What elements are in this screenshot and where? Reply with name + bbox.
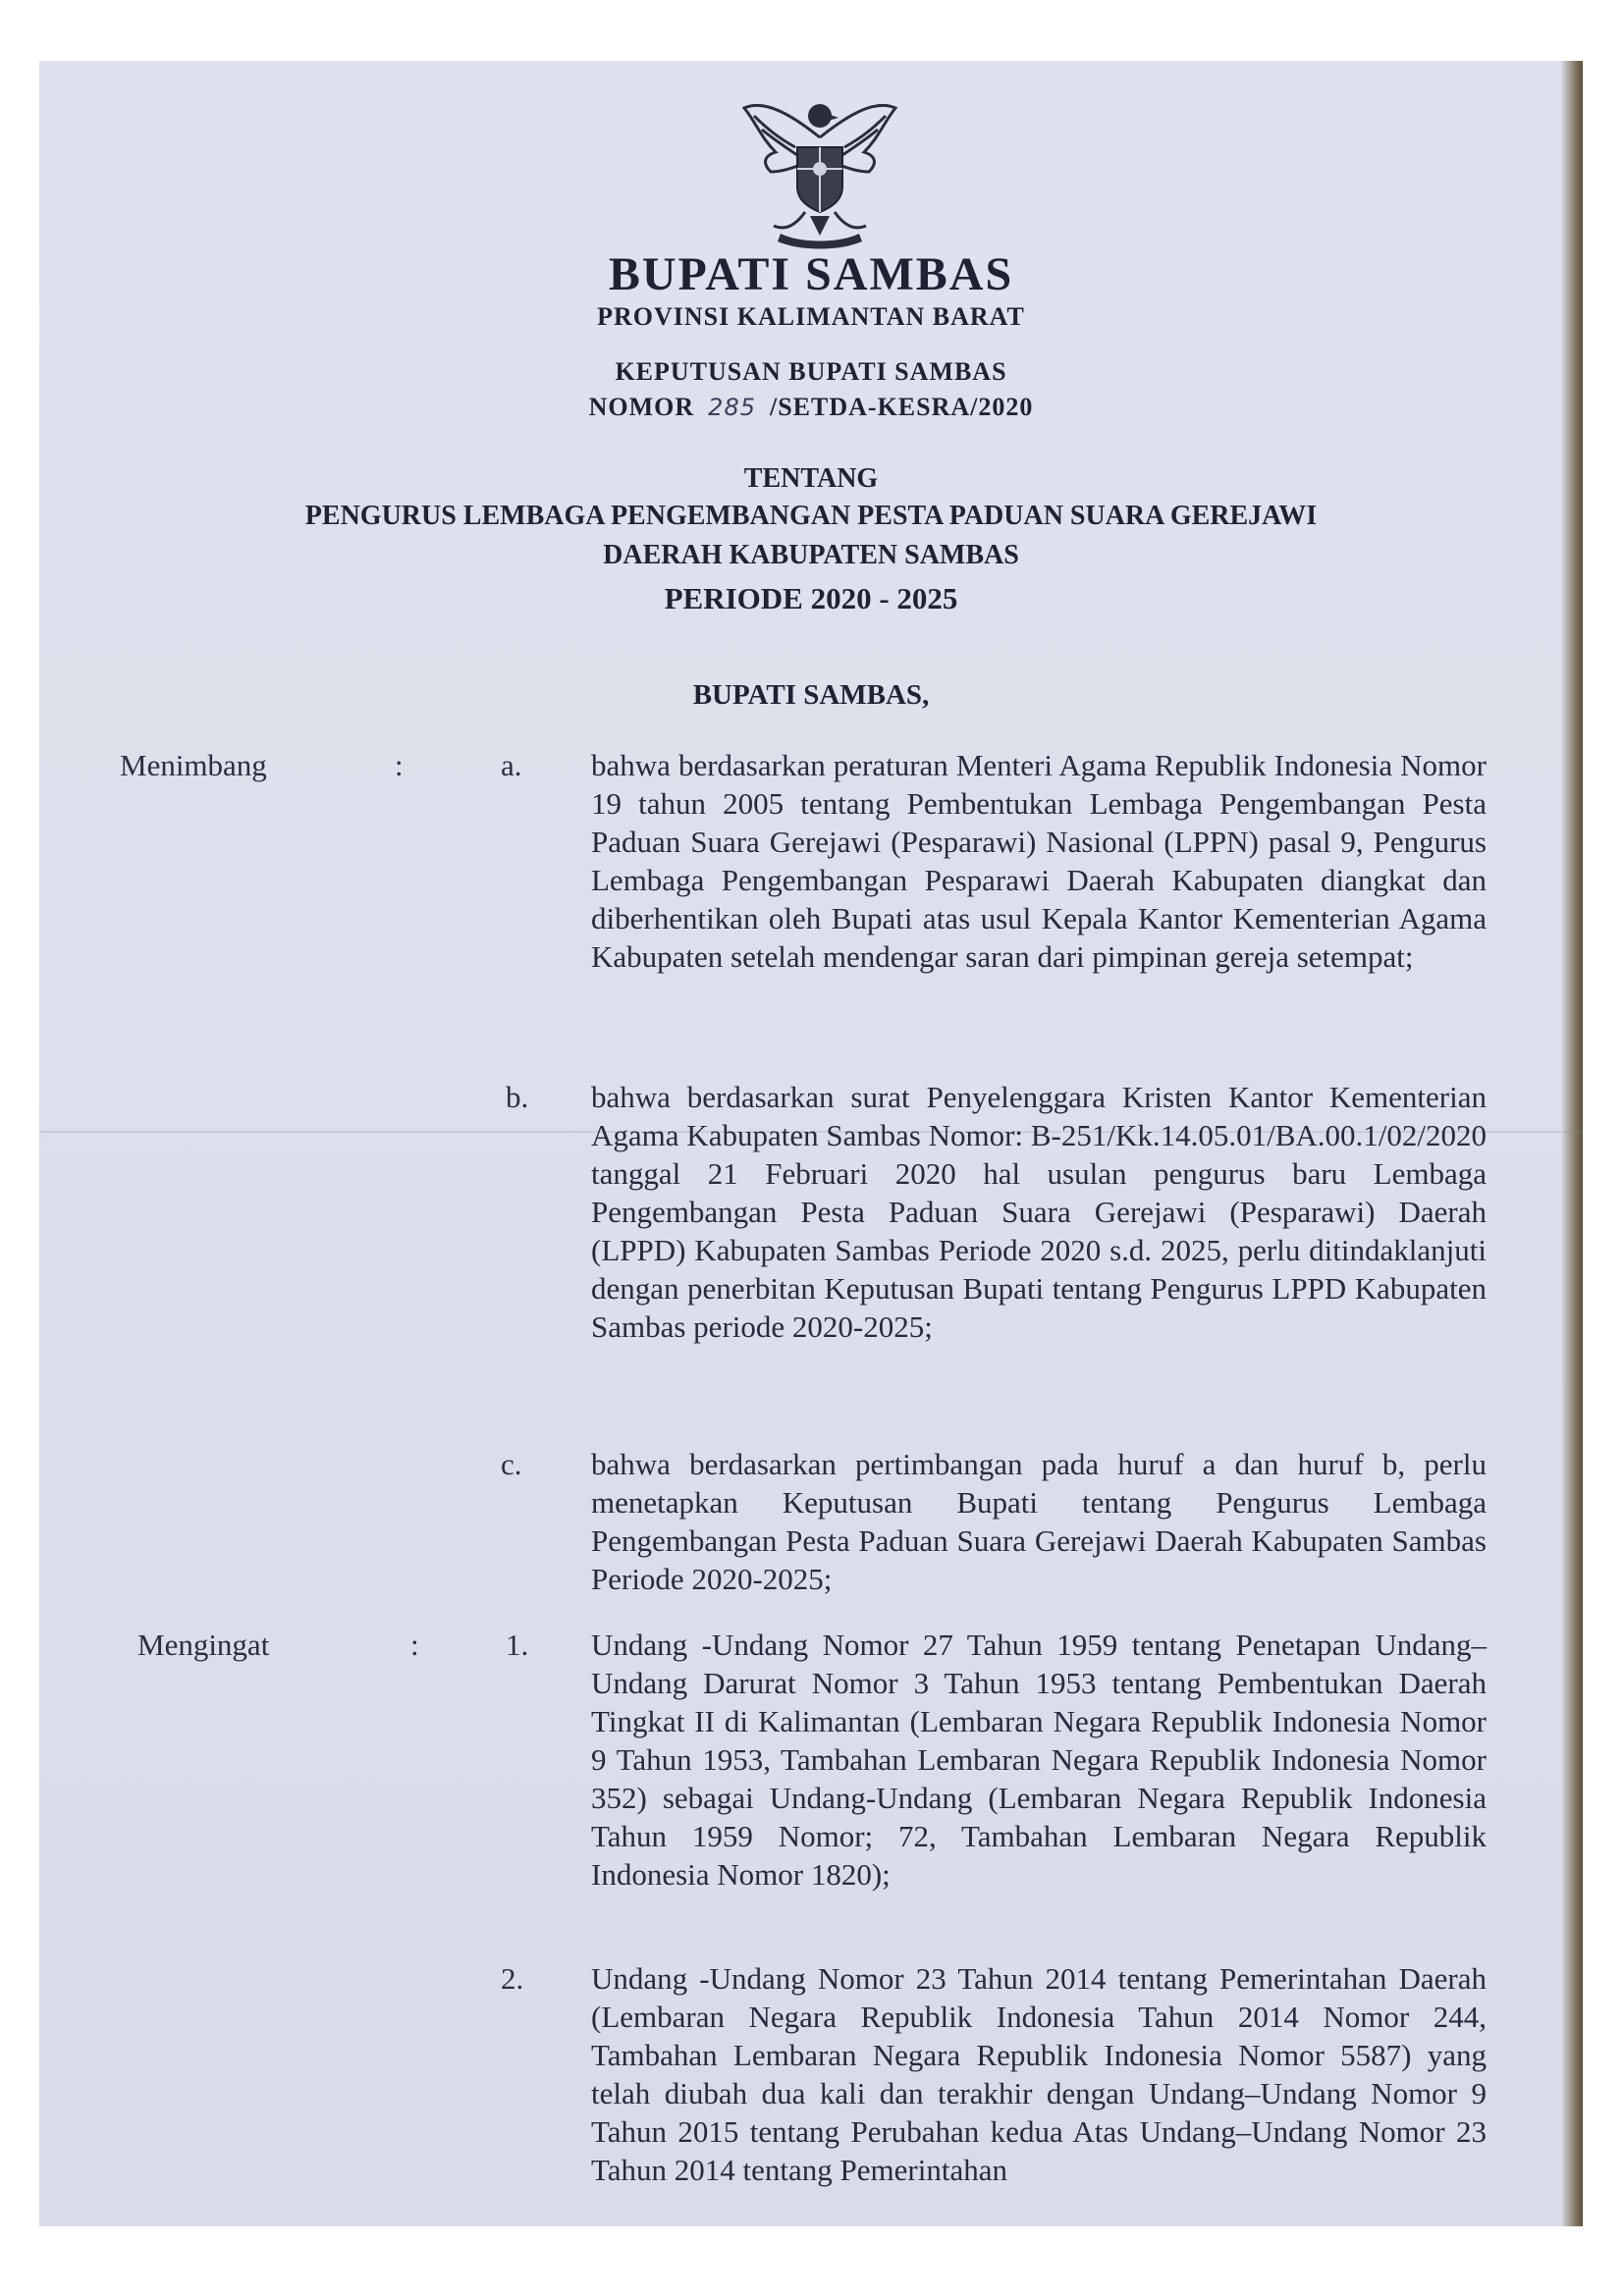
- mengingat-marker-2: 2.: [501, 1961, 524, 1996]
- menimbang-marker-a: a.: [501, 748, 522, 782]
- decree-title: KEPUTUSAN BUPATI SAMBAS: [615, 357, 1007, 386]
- subject-heading: TENTANG: [743, 463, 879, 494]
- document-page: [39, 61, 1583, 2226]
- subject-line-2: DAERAH KABUPATEN SAMBAS: [603, 540, 1019, 570]
- mengingat-item-2: Undang -Undang Nomor 23 Tahun 2014 tentang Pemerintahan Daerah (Lembaran Negara Republik Indonesia Tahun 2014 Nomor 244, Tambahan Lembaran Negara Republik Indonesia Nomor 5587) yang telah diubah dua kali dan terakhir dengan Undang–Undang Nomor 9 Tahun 2015 tentang Perubahan kedua Atas Undang–Undang Nomor 23 Tahun 2014 tentang Pemerintahan: [591, 1961, 1487, 2187]
- decree-number: [39, 393, 1583, 422]
- mengingat-marker-1: 1.: [506, 1628, 529, 1662]
- authority-heading: BUPATI SAMBAS,: [692, 679, 930, 711]
- mengingat-label: Mengingat: [137, 1628, 270, 1662]
- menimbang-label: Menimbang: [120, 748, 267, 782]
- menimbang-marker-c: c.: [501, 1447, 522, 1481]
- mengingat-item-1: Undang -Undang Nomor 27 Tahun 1959 tentang Penetapan Undang–Undang Darurat Nomor 3 Tahun 1953 tentang Pembentukan Daerah Tingkat II di Kalimantan (Lembaran Negara Republik Indonesia Nomor 9 Tahun 1953, Tambahan Lembaran Negara Republik Indonesia Nomor 352) sebagai Undang-Undang (Lembaran Negara Republik Indonesia Tahun 1959 Nomor; 72, Tambahan Lembaran Negara Republik Indonesia Nomor 1820);: [591, 1628, 1487, 1892]
- mengingat-colon: :: [410, 1628, 419, 1662]
- menimbang-item-c: bahwa berdasarkan pertimbangan pada huruf a dan huruf b, perlu menetapkan Keputusan Bupati tentang Pengurus Lembaga Pengembangan Pesta Paduan Suara Gerejawi Daerah Kabupaten Sambas Periode 2020-2025;: [591, 1447, 1487, 1596]
- menimbang-item-a: bahwa berdasarkan peraturan Menteri Agama Republik Indonesia Nomor 19 tahun 2005 tentang Pembentukan Lembaga Pengembangan Pesta Paduan Suara Gerejawi (Pesparawi) Nasional (LPPN) pasal 9, Pengurus Lembaga Pengembangan Pesparawi Daerah Kabupaten diangkat dan diberhentikan oleh Bupati atas usul Kepala Kantor Kementerian Agama Kabupaten setelah mendengar saran dari pimpinan gereja setempat;: [591, 748, 1487, 974]
- garuda-emblem-icon: [727, 79, 913, 255]
- province-name: PROVINSI KALIMANTAN BARAT: [597, 302, 1025, 331]
- menimbang-item-b: bahwa berdasarkan surat Penyelenggara Kristen Kantor Kementerian Agama Kabupaten Sambas Nomor: B-251/Kk.14.05.01/BA.00.1/02/2020 tanggal 21 Februari 2020 hal usulan pengurus baru Lembaga Pengembangan Pesta Paduan Suara Gerejawi (Pesparawi) Daerah (LPPD) Kabupaten Sambas Periode 2020 s.d. 2025, perlu ditindaklanjuti dengan penerbitan Keputusan Bupati tentang Pengurus LPPD Kabupaten Sambas periode 2020-2025;: [591, 1080, 1487, 1344]
- decree-number-handwritten: 285: [708, 394, 756, 421]
- subject-line-3: PERIODE 2020 - 2025: [664, 581, 958, 615]
- decree-number-label: NOMOR: [588, 393, 695, 421]
- subject-line-1: PENGURUS LEMBAGA PENGEMBANGAN PESTA PADUAN SUARA GEREJAWI: [304, 501, 1318, 531]
- decree-number-suffix: /SETDA-KESRA/2020: [769, 393, 1034, 421]
- menimbang-marker-b: b.: [506, 1080, 529, 1114]
- document-title: BUPATI SAMBAS: [608, 248, 1014, 300]
- menimbang-colon: :: [395, 748, 404, 782]
